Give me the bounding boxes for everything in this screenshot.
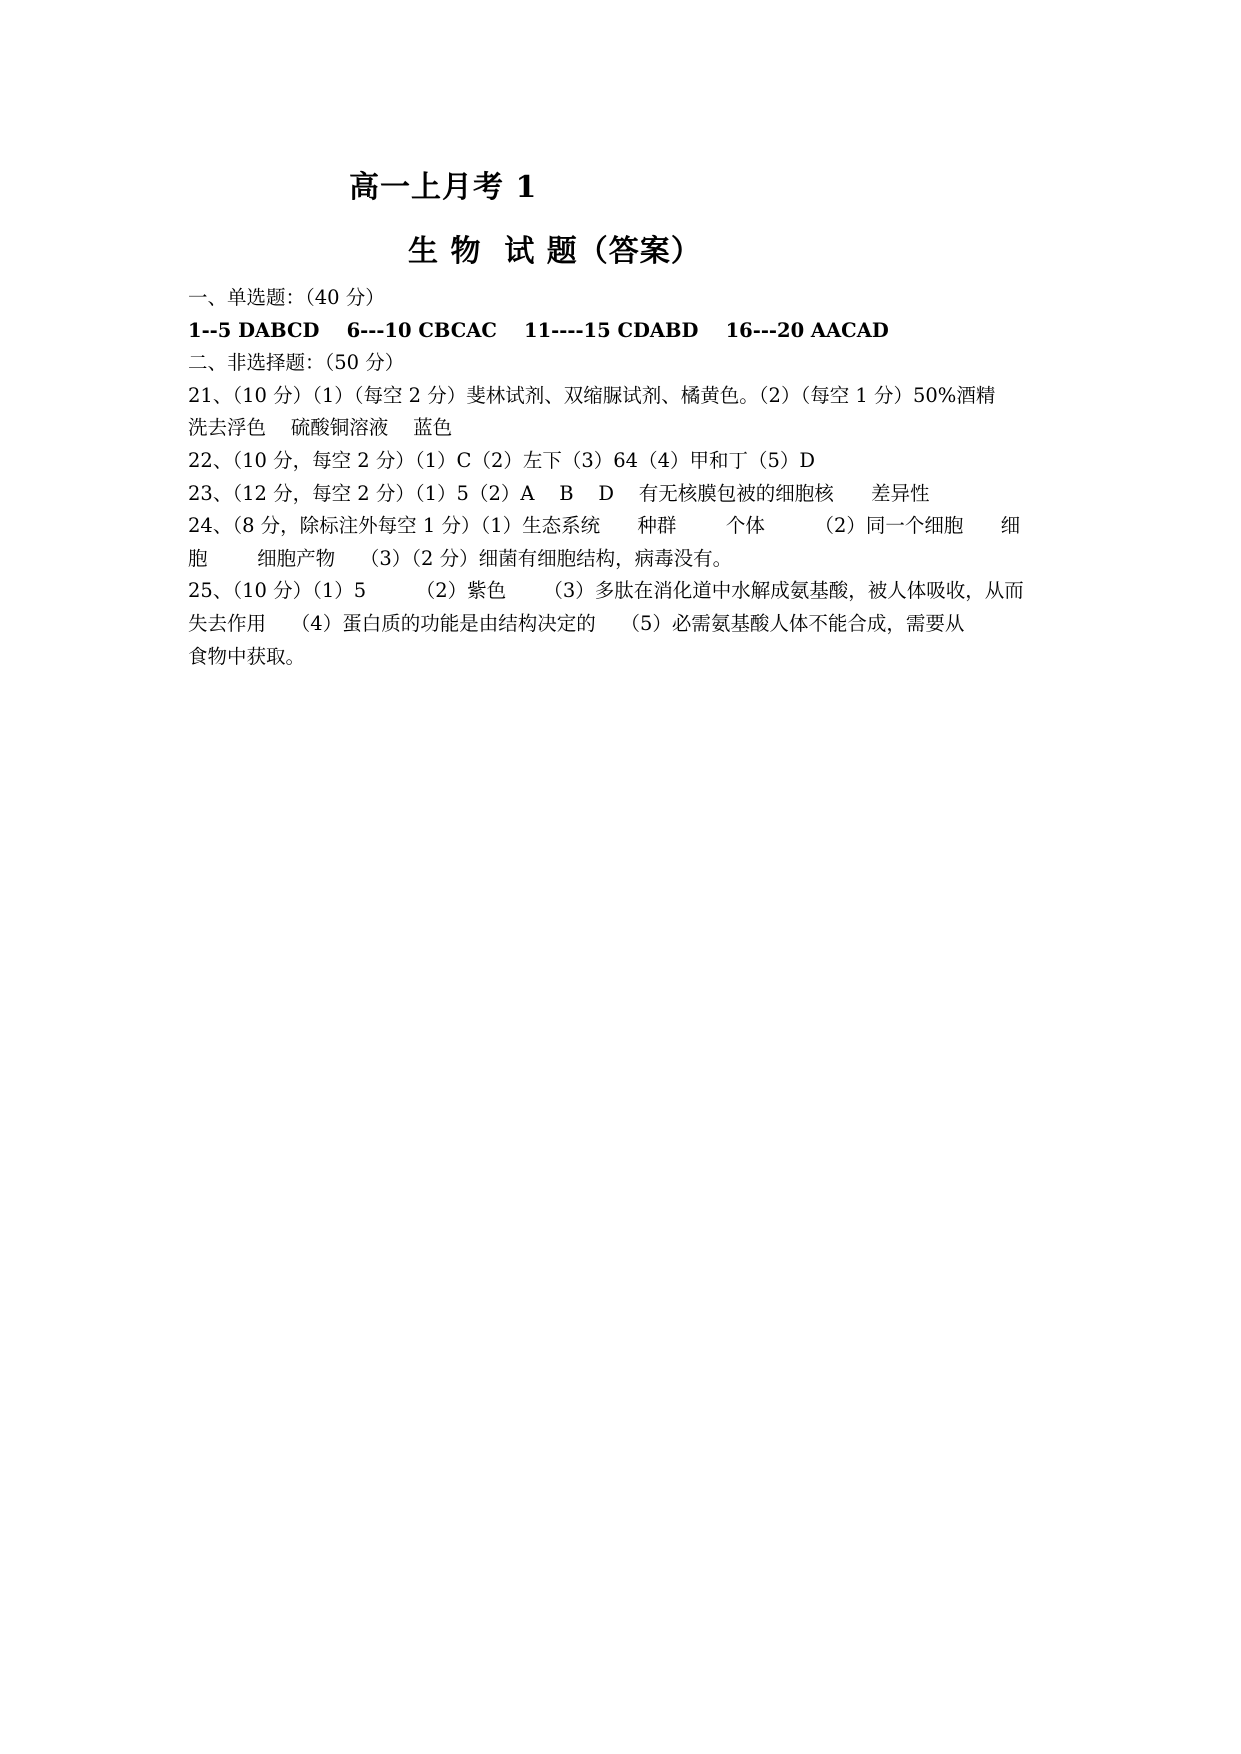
page-subtitle: 生 物 试 题（答案）	[408, 234, 702, 269]
q21-line1: 21、（10 分）（1）（每空 2 分）斐林试剂、双缩脲试剂、橘黄色。（2）（每空 1 分）50%酒精	[188, 383, 996, 407]
section2-heading: 二、非选择题：（50 分）	[188, 351, 405, 375]
q23-answer: 23、（12 分，每空 2 分）（1）5（2）A B D 有无核膜包被的细胞核 差异性	[188, 481, 930, 505]
q25-line3: 食物中获取。	[188, 644, 306, 668]
mc-answers: 1--5 DABCD 6---10 CBCAC 11----15 CDABD 16---20 AACAD	[188, 318, 889, 342]
page-title: 高一上月考 1	[349, 170, 538, 205]
q24-line1: 24、（8 分，除标注外每空 1 分）（1）生态系统 种群 个体 （2）同一个细胞 细	[188, 514, 1021, 538]
q25-line2: 失去作用 （4）蛋白质的功能是由结构决定的 （5）必需氨基酸人体不能合成，需要从	[188, 611, 965, 635]
answer-body	[188, 282, 1060, 673]
q22-answer: 22、（10 分，每空 2 分）（1）C（2）左下（3）64（4）甲和丁（5）D	[188, 448, 816, 472]
section1-heading: 一、单选题：（40 分）	[188, 286, 385, 309]
q24-line2: 胞 细胞产物 （3）（2 分）细菌有细胞结构，病毒没有。	[188, 546, 733, 570]
q25-line1: 25、（10 分）（1）5 （2）紫色 （3）多肽在消化道中水解成氨基酸，被人体吸收，从而	[188, 579, 1024, 603]
q21-line2: 洗去浮色 硫酸铜溶液 蓝色	[188, 416, 453, 440]
